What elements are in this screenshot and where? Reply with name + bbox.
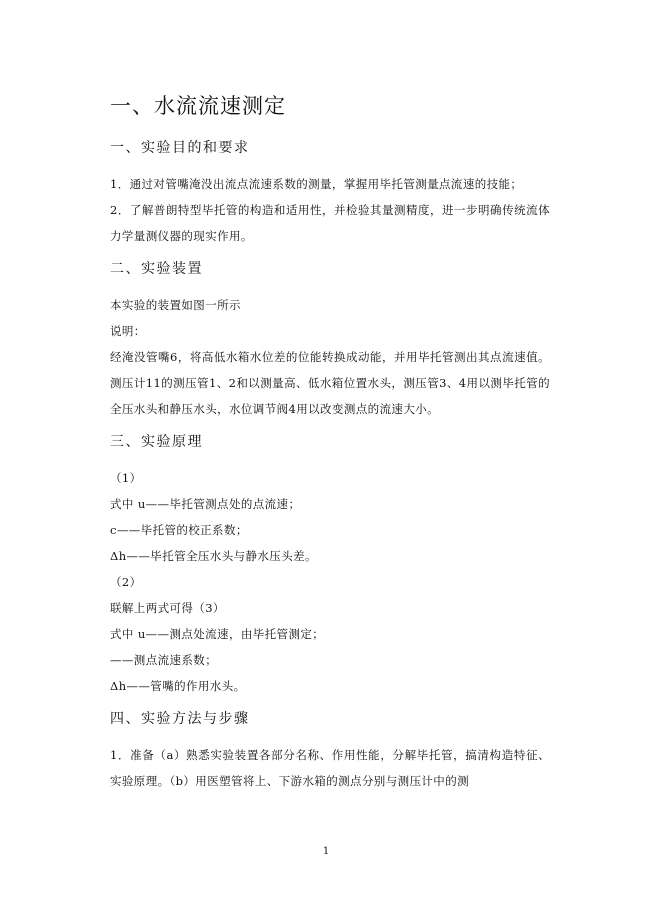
- objective-item-2: 2．了解普朗特型毕托管的构造和适用性，并检验其量测精度，进一步明确传统流体力学量测仪器的现实作用。: [110, 203, 550, 243]
- section-heading-objectives: 一、实验目的和要求: [110, 140, 250, 156]
- equation-label-1: （1）: [110, 471, 142, 485]
- principle-line-c: c——毕托管的校正系数；: [110, 523, 248, 537]
- apparatus-note-label: 说明：: [110, 324, 146, 338]
- principle-line-u: 式中 u——毕托管测点处的点流速；: [110, 497, 301, 511]
- equation-label-3: 联解上两式可得（3）: [110, 601, 225, 615]
- document-body: [110, 92, 550, 794]
- page-number: 1: [322, 846, 330, 857]
- document-title: 一、水流流速测定: [110, 94, 286, 118]
- objective-item-1: 1．通过对管嘴淹没出流点流速系数的测量，掌握用毕托管测量点流速的技能；: [110, 177, 523, 191]
- apparatus-intro: 本实验的装置如图一所示: [110, 298, 241, 312]
- principle-line-dh: Δh——毕托管全压水头与静水压头差。: [110, 549, 317, 563]
- principle-line-dh2: Δh——管嘴的作用水头。: [110, 679, 246, 693]
- section-heading-principle: 三、实验原理: [110, 434, 203, 450]
- section-heading-method: 四、实验方法与步骤: [110, 711, 250, 727]
- principle-line-coeff: ——测点流速系数；: [110, 653, 218, 667]
- principle-line-u2: 式中 u——测点处流速，由毕托管测定；: [110, 627, 325, 641]
- section-heading-apparatus: 二、实验装置: [110, 261, 203, 277]
- method-step-1: 1．准备（a）熟悉实验装置各部分名称、作用性能，分解毕托管，搞清构造特征、实验原理。（b）用医塑管将上、下游水箱的测点分别与测压计中的测: [110, 748, 550, 788]
- apparatus-description: 经淹没管嘴6，将高低水箱水位差的位能转换成动能，并用毕托管测出其点流速值。测压计11的测压管1、2和以测量高、低水箱位置水头，测压管3、4用以测毕托管的全压水头和静压水头，水位调节阀4用以改变测点的流速大小。: [110, 350, 550, 416]
- equation-label-2: （2）: [110, 575, 142, 589]
